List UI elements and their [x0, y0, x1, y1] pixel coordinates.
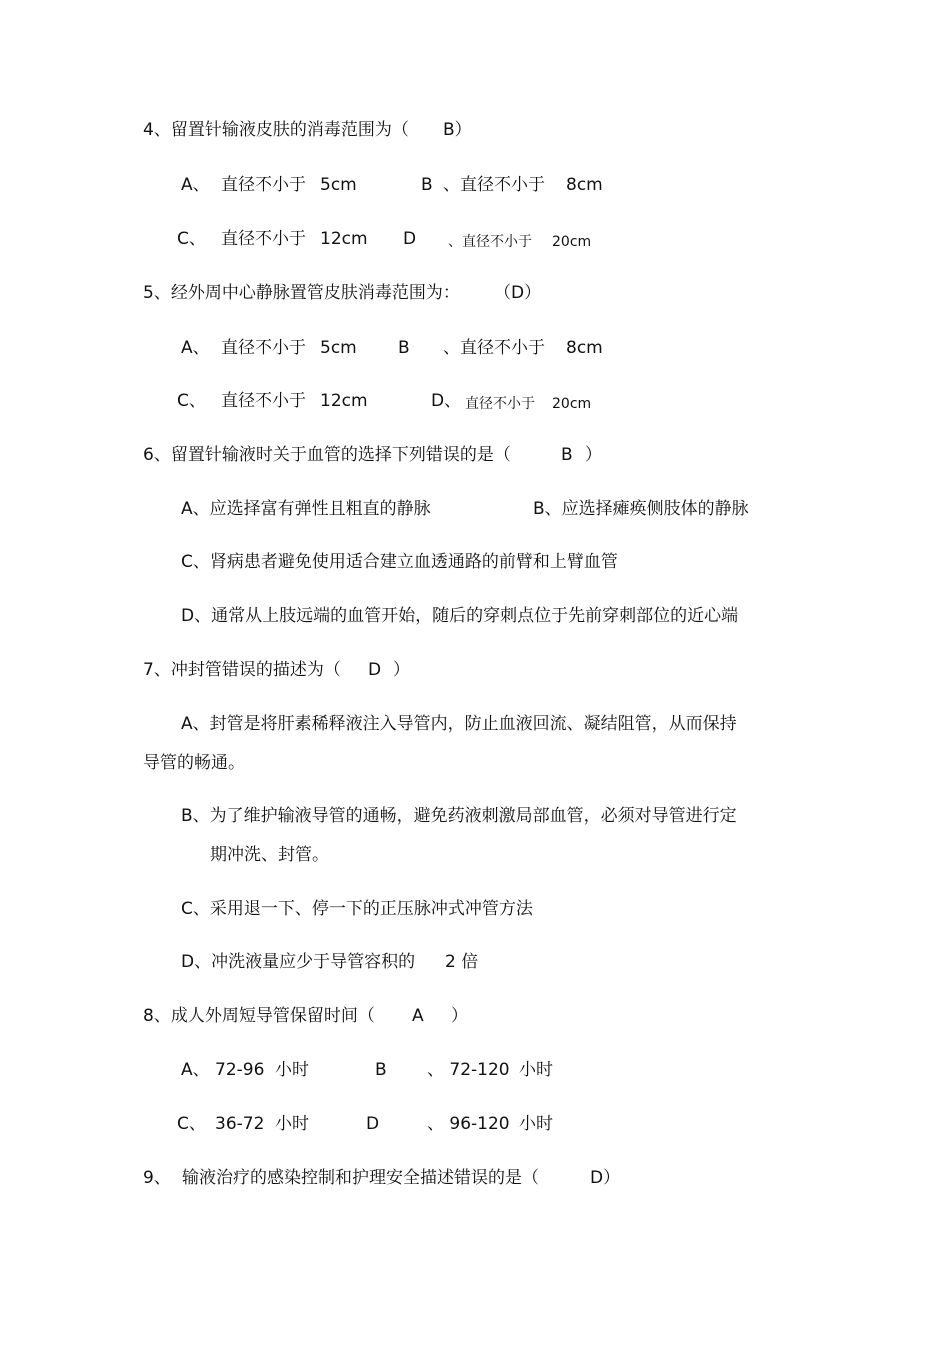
q8-option-d-value: 、 96-120 [427, 1114, 510, 1134]
q8-option-b-unit: 小时 [519, 1060, 553, 1080]
q5-option-a-value: 5cm [320, 338, 357, 358]
q8-option-a-letter: A、 [181, 1060, 210, 1080]
q8-option-b-value: 、 72-120 [427, 1060, 510, 1080]
q8-close: ） [451, 1006, 468, 1026]
q8-option-d-letter: D [366, 1114, 380, 1134]
q4-option-a-value: 5cm [320, 175, 357, 195]
q8-option-d-unit: 小时 [519, 1114, 553, 1134]
q8-option-a-value: 72-96 [215, 1060, 265, 1080]
q9-answer: D） [590, 1168, 621, 1188]
q8-option-c-unit: 小时 [275, 1114, 309, 1134]
q7-option-a-line1: A、封管是将肝素稀释液注入导管内，防止血液回流、凝结阻管，从而保持 [181, 714, 737, 734]
q7-option-b-line2: 期冲洗、封管。 [210, 845, 329, 865]
q8-option-c-letter: C、 [177, 1114, 206, 1134]
q6-stem: 6、留置针输液时关于血管的选择下列错误的是（ [143, 445, 511, 465]
q6-answer: B [561, 445, 573, 465]
q5-option-d-letter: D、 [431, 391, 462, 411]
q6-option-a: A、应选择富有弹性且粗直的静脉 [181, 499, 431, 519]
q4-option-d-letter: D [403, 229, 417, 249]
q4-option-c-text: 直径不小于 [221, 229, 306, 249]
q4-option-b-text: 、直径不小于 [443, 175, 545, 195]
q5-option-c-value: 12cm [320, 391, 368, 411]
q7-answer: D [368, 660, 382, 680]
q5-option-a-text: 直径不小于 [221, 338, 306, 358]
q7-option-d: D、冲洗液量应少于导管容积的 [181, 952, 416, 972]
q4-option-a-text: 直径不小于 [221, 175, 306, 195]
q7-option-d-value: 2 倍 [445, 952, 479, 972]
q4-option-d-text: 、直径不小于 [448, 234, 532, 250]
q5-option-c-letter: C、 [177, 391, 206, 411]
q5-option-b-value: 8cm [566, 338, 603, 358]
q4-answer: B） [443, 120, 472, 140]
q4-option-b-letter: B [421, 175, 433, 195]
q5-option-b-text: 、直径不小于 [443, 338, 545, 358]
q5-option-b-letter: B [398, 338, 410, 358]
q8-option-a-unit: 小时 [275, 1060, 309, 1080]
q8-option-c-value: 36-72 [215, 1114, 265, 1134]
q6-close: ） [585, 445, 602, 465]
q8-stem: 8、成人外周短导管保留时间（ [143, 1006, 375, 1026]
q7-option-b-line1: B、为了维护输液导管的通畅，避免药液刺激局部血管，必须对导管进行定 [181, 806, 737, 826]
q5-answer: （D） [494, 283, 542, 303]
q9-stem: 输液治疗的感染控制和护理安全描述错误的是（ [182, 1168, 539, 1188]
q4-option-c-letter: C、 [177, 229, 206, 249]
q4-option-d-value: 20cm [552, 234, 592, 250]
q7-close: ） [393, 660, 410, 680]
q7-option-a-line2: 导管的畅通。 [143, 753, 245, 773]
q8-answer: A [412, 1006, 424, 1026]
q8-option-b-letter: B [375, 1060, 387, 1080]
q9-number: 9、 [143, 1168, 171, 1188]
q6-option-b: B、应选择瘫痪侧肢体的静脉 [533, 499, 749, 519]
q4-stem: 4、留置针输液皮肤的消毒范围为（ [143, 120, 409, 140]
q5-option-a-letter: A、 [181, 338, 210, 358]
q5-option-c-text: 直径不小于 [221, 391, 306, 411]
q4-option-b-value: 8cm [566, 175, 603, 195]
q7-stem: 7、冲封管错误的描述为（ [143, 660, 341, 680]
q7-option-c: C、采用退一下、停一下的正压脉冲式冲管方法 [181, 899, 533, 919]
q6-option-c: C、肾病患者避免使用适合建立血透通路的前臂和上臂血管 [181, 552, 618, 572]
q5-option-d-value: 20cm [552, 396, 592, 412]
q6-option-d: D、通常从上肢远端的血管开始，随后的穿刺点位于先前穿刺部位的近心端 [181, 606, 739, 626]
q4-option-a-letter: A、 [181, 175, 210, 195]
q4-option-c-value: 12cm [320, 229, 368, 249]
q5-stem: 5、经外周中心静脉置管皮肤消毒范围为： [143, 283, 460, 303]
q5-option-d-text: 直径不小于 [465, 396, 535, 412]
